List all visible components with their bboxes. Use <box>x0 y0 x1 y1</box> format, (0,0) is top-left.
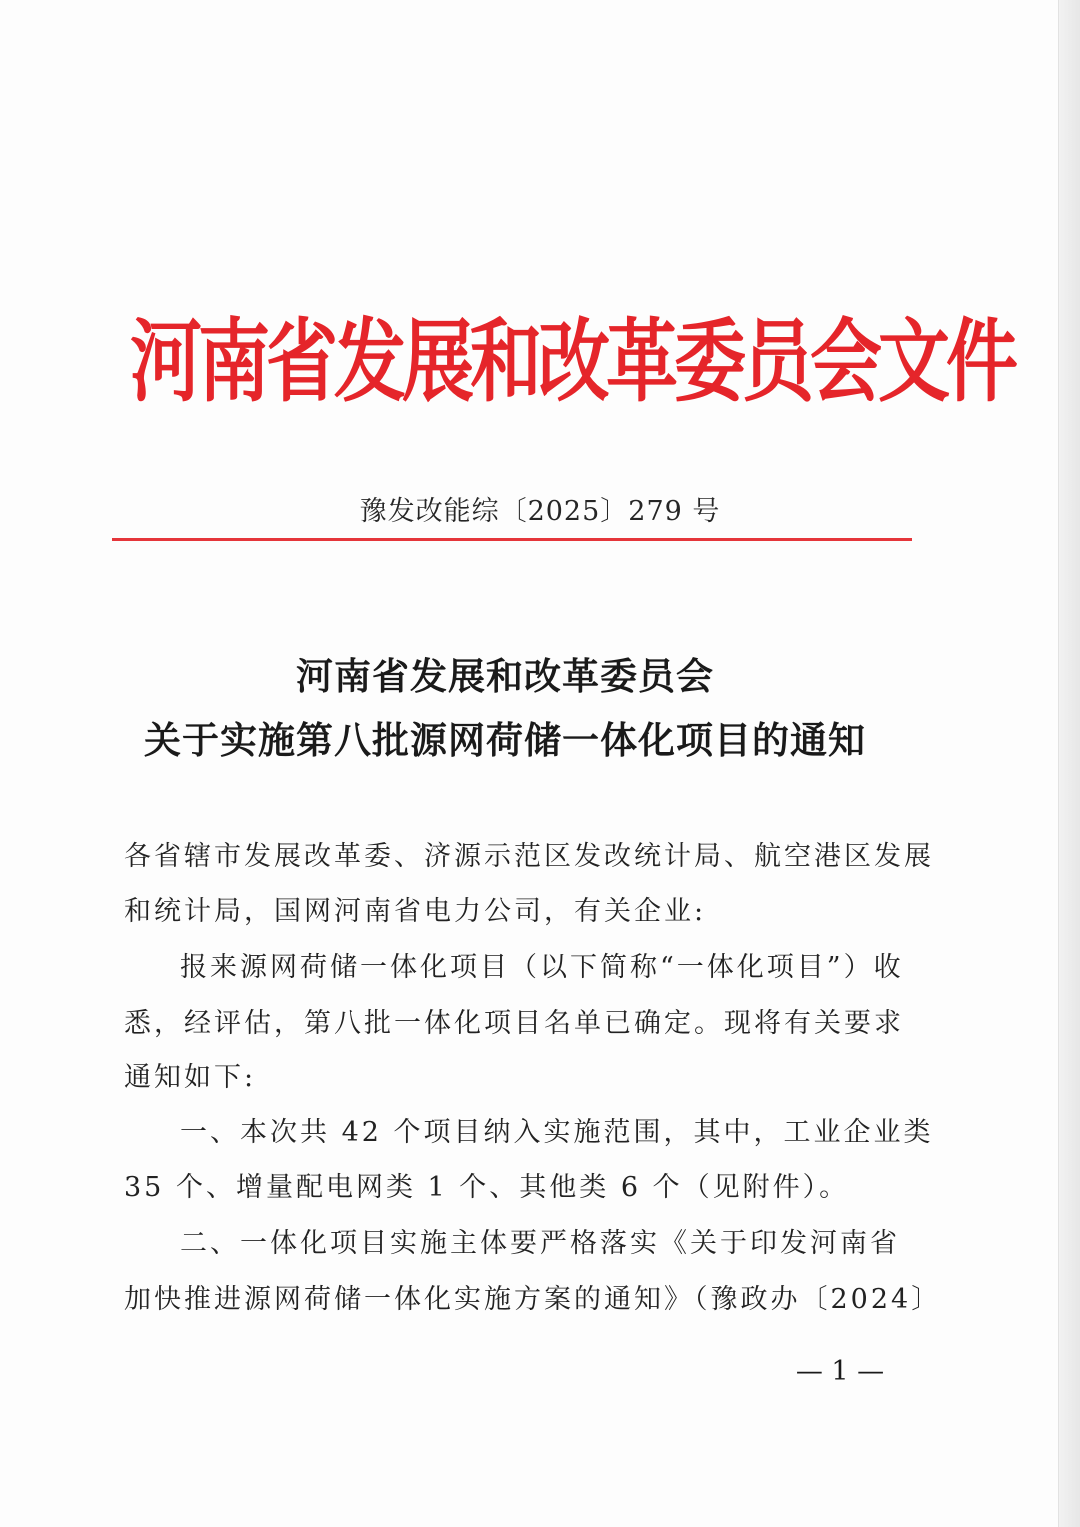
body-line: 各省辖市发展改革委、济源示范区发改统计局、航空港区发展 <box>124 841 934 872</box>
page-edge-shadow <box>1058 0 1080 1527</box>
notice-title-line-2: 关于实施第八批源网荷储一体化项目的通知 <box>144 718 866 762</box>
notice-title-line-1: 河南省发展和改革委员会 <box>296 654 714 698</box>
red-divider-line <box>112 538 912 541</box>
masthead-title: 河南省发展和改革委员会文件 <box>130 307 1015 414</box>
body-line: 加快推进源网荷储一体化实施方案的通知》（豫政办〔2024〕 <box>124 1284 942 1315</box>
document-number: 豫发改能综〔2025〕279 号 <box>359 496 721 527</box>
body-line: 35 个、增量配电网类 1 个、其他类 6 个（见附件）。 <box>124 1172 850 1203</box>
body-line: 一、本次共 42 个项目纳入实施范围，其中，工业企业类 <box>180 1117 934 1148</box>
body-line: 报来源网荷储一体化项目（以下简称“一体化项目”）收 <box>180 952 904 983</box>
page-number: — 1 — <box>795 1356 885 1387</box>
body-line: 二、一体化项目实施主体要严格落实《关于印发河南省 <box>180 1228 900 1259</box>
body-line: 和统计局，国网河南省电力公司，有关企业: <box>124 896 707 927</box>
body-line: 通知如下: <box>124 1062 257 1093</box>
body-line: 悉，经评估，第八批一体化项目名单已确定。现将有关要求 <box>124 1008 904 1039</box>
